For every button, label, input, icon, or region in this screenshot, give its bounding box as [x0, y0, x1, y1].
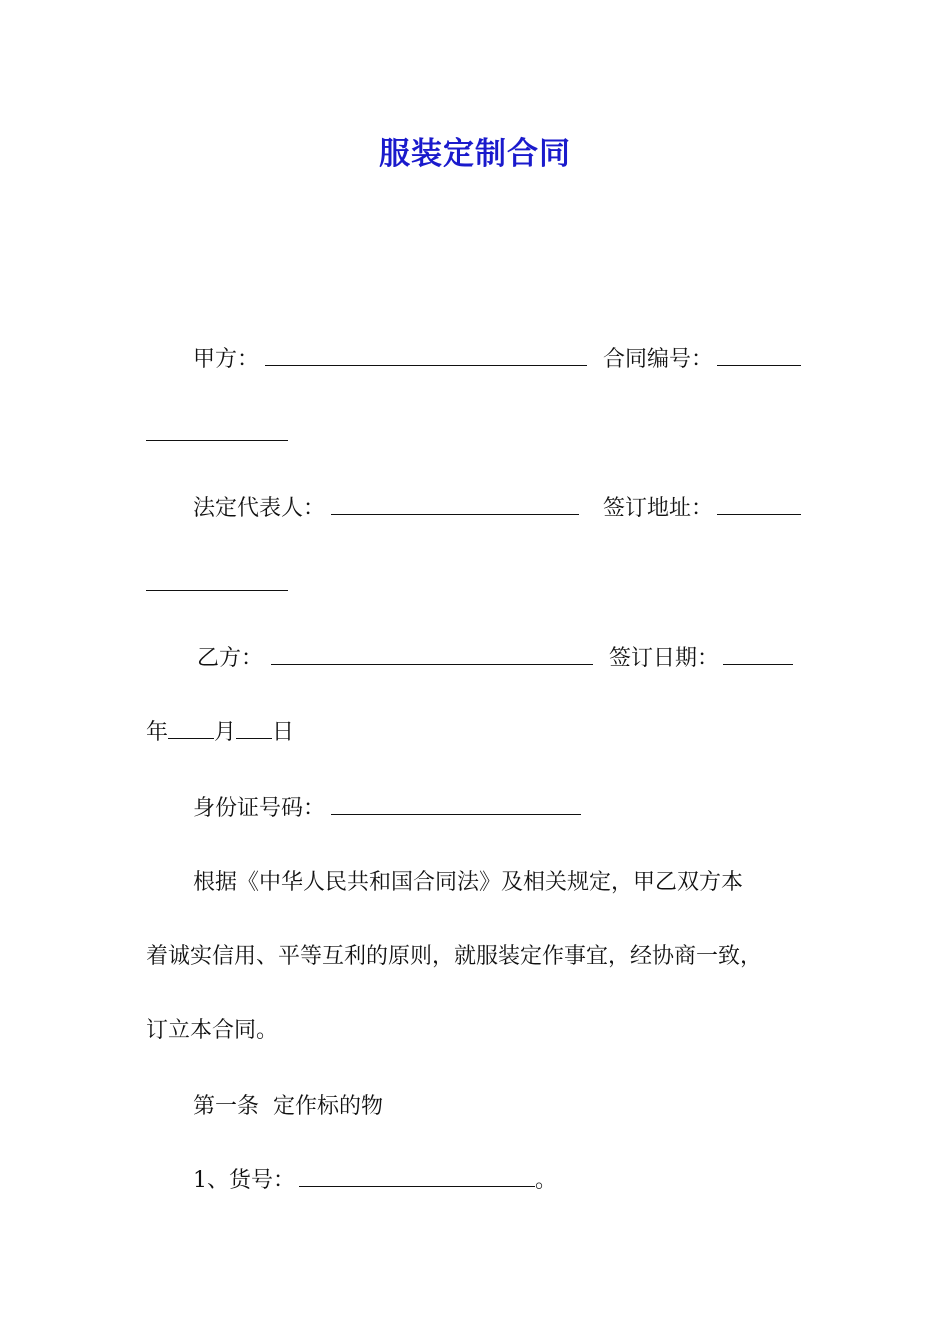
sign-place-blank[interactable] — [717, 494, 801, 515]
party-a-row — [193, 345, 587, 375]
sign-date-row — [609, 644, 793, 674]
contract-no-row — [603, 345, 801, 375]
month-blank[interactable] — [168, 718, 214, 739]
item-1-row — [193, 1166, 557, 1196]
day-blank[interactable] — [236, 718, 272, 739]
legal-rep-label: 法定代表人： — [193, 496, 326, 521]
document-title: 服装定制合同 — [379, 136, 571, 172]
sign-date-label: 签订日期： — [609, 646, 720, 671]
sign-place-label: 签订地址： — [603, 496, 714, 521]
day-label: 日 — [272, 720, 295, 745]
sign-place-continuation — [146, 570, 288, 600]
party-b-label: 乙方： — [197, 646, 264, 671]
preamble-line-1: 根据《中华人民共和国合同法》及相关规定，甲乙双方本 — [193, 870, 744, 895]
party-b-blank[interactable] — [271, 644, 593, 665]
year-label: 年 — [146, 720, 169, 745]
legal-rep-row — [193, 494, 579, 524]
item-1-blank[interactable] — [299, 1166, 535, 1187]
party-b-row — [197, 644, 593, 674]
contract-no-continuation — [146, 420, 288, 450]
item-1-end: 。 — [535, 1168, 558, 1193]
sign-place-row — [603, 494, 801, 524]
item-1-label: 1、货号： — [193, 1168, 295, 1193]
contract-no-label: 合同编号： — [603, 347, 714, 372]
contract-no-blank[interactable] — [717, 345, 801, 366]
preamble-line-2: 着诚实信用、平等互利的原则，就服装定作事宜，经协商一致， — [146, 944, 763, 969]
contract-no-blank-cont[interactable] — [146, 420, 288, 441]
id-no-blank[interactable] — [331, 794, 581, 815]
date-row — [146, 718, 294, 748]
sign-place-blank-cont[interactable] — [146, 570, 288, 591]
month-label: 月 — [214, 720, 237, 745]
article-1-heading: 第一条 定作标的物 — [193, 1094, 383, 1119]
sign-date-blank[interactable] — [723, 644, 793, 665]
party-a-blank[interactable] — [265, 345, 587, 366]
legal-rep-blank[interactable] — [331, 494, 579, 515]
party-a-label: 甲方： — [193, 347, 260, 372]
id-no-row — [193, 794, 581, 824]
preamble-line-3: 订立本合同。 — [146, 1018, 279, 1043]
id-no-label: 身份证号码： — [193, 796, 326, 821]
